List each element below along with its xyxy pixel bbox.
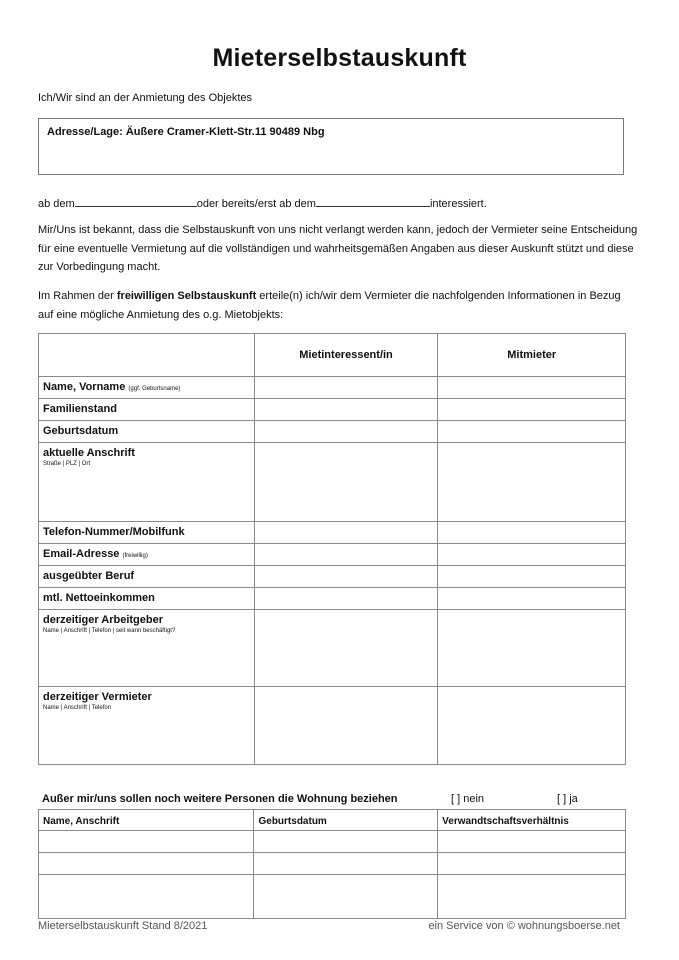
label-note: (ggf. Geburtsname) xyxy=(128,386,181,392)
tenant-birthdate-cell[interactable] xyxy=(254,421,438,443)
address-text: Adresse/Lage: Äußere Cramer-Klett-Str.11 90489 Nbg xyxy=(47,126,325,138)
label-text: aktuelle Anschrift xyxy=(43,447,135,459)
voluntary-pre: Im Rahmen der xyxy=(38,290,117,302)
table-row xyxy=(39,566,626,588)
row-label-phone: Telefon-Nummer/Mobilfunk xyxy=(39,522,255,544)
label-sub: Name | Anschrift | Telefon xyxy=(43,705,112,711)
table-row xyxy=(39,875,626,919)
person-cell[interactable] xyxy=(254,853,438,875)
date-line-start: ab dem xyxy=(38,198,75,210)
tenant-income-cell[interactable] xyxy=(254,588,438,610)
label-text: derzeitiger Vermieter xyxy=(43,691,152,703)
page-title: Mieterselbstauskunft xyxy=(212,44,467,72)
cotenant-landlord-cell[interactable] xyxy=(438,687,626,765)
label-text: derzeitiger Arbeitgeber xyxy=(43,614,164,626)
persons-header-birthdate: Geburtsdatum xyxy=(254,810,438,831)
additional-persons-question: Außer mir/uns sollen noch weitere Personen die Wohnung beziehen xyxy=(42,793,398,805)
table-row xyxy=(39,588,626,610)
table-row xyxy=(39,853,626,875)
cotenant-income-cell[interactable] xyxy=(438,588,626,610)
row-label-job: ausgeübter Beruf xyxy=(39,566,255,588)
person-cell[interactable] xyxy=(438,853,626,875)
address-box[interactable] xyxy=(38,118,624,175)
tenant-address-cell[interactable] xyxy=(254,443,438,522)
table-row xyxy=(39,443,626,522)
table-row xyxy=(39,687,626,765)
label-text: Name, Vorname xyxy=(43,381,126,393)
disclaimer-paragraph: Mir/Uns ist bekannt, dass die Selbstauskunft von uns nicht verlangt werden kann, jedoch der Vermieter seine Entscheidung für eine eventuelle Vermietung auf die vollständigen und wahrheitsgemäßen Angaben aus dieser Auskunft stützt und diese zur Vorbedingung macht. xyxy=(38,224,638,273)
tenant-name-cell[interactable] xyxy=(254,377,438,399)
persons-header-row xyxy=(39,810,626,831)
voluntary-post: erteile(n) ich/wir dem Vermieter die nachfolgenden Informationen in Bezug auf eine mögliche Anmietung des o.g. Mietobjekts: xyxy=(38,290,621,321)
row-label-birthdate: Geburtsdatum xyxy=(39,421,255,443)
persons-header-name: Name, Anschrift xyxy=(39,810,254,831)
date-line-end: interessiert. xyxy=(429,198,487,210)
person-cell[interactable] xyxy=(438,831,626,853)
table-row xyxy=(39,831,626,853)
label-note: (freiwillig) xyxy=(122,553,148,559)
date-line xyxy=(38,196,487,210)
person-cell[interactable] xyxy=(39,831,254,853)
cotenant-job-cell[interactable] xyxy=(438,566,626,588)
footer-left: Mieterselbstauskunft Stand 8/2021 xyxy=(38,920,208,932)
date-line-mid: oder bereits/erst ab dem xyxy=(196,198,316,210)
tenant-employer-cell[interactable] xyxy=(254,610,438,687)
voluntary-bold: freiwilligen Selbstauskunft xyxy=(116,290,257,302)
table-header-row xyxy=(39,334,626,377)
footer-right: ein Service von © wohnungsboerse.net xyxy=(428,920,620,932)
table-row xyxy=(39,377,626,399)
person-cell[interactable] xyxy=(39,853,254,875)
cotenant-email-cell[interactable] xyxy=(438,544,626,566)
header-cotenant: Mitmieter xyxy=(438,334,626,377)
cotenant-address-cell[interactable] xyxy=(438,443,626,522)
row-label-marital: Familienstand xyxy=(39,399,255,421)
table-row xyxy=(39,522,626,544)
cotenant-phone-cell[interactable] xyxy=(438,522,626,544)
persons-header-relation: Verwandtschaftsverhältnis xyxy=(438,810,626,831)
person-cell[interactable] xyxy=(254,831,438,853)
person-cell[interactable] xyxy=(39,875,254,919)
tenant-landlord-cell[interactable] xyxy=(254,687,438,765)
header-tenant: Mietinteressent/in xyxy=(254,334,438,377)
row-label-email xyxy=(39,544,255,566)
table-row xyxy=(39,399,626,421)
row-label-income: mtl. Nettoeinkommen xyxy=(39,588,255,610)
tenant-phone-cell[interactable] xyxy=(254,522,438,544)
cotenant-birthdate-cell[interactable] xyxy=(438,421,626,443)
tenant-marital-cell[interactable] xyxy=(254,399,438,421)
row-label-employer xyxy=(39,610,255,687)
person-cell[interactable] xyxy=(254,875,438,919)
table-row xyxy=(39,544,626,566)
date-blank-2[interactable] xyxy=(316,196,430,207)
date-blank-1[interactable] xyxy=(75,196,197,207)
cotenant-employer-cell[interactable] xyxy=(438,610,626,687)
intro-text: Ich/Wir sind an der Anmietung des Objektes xyxy=(38,92,252,104)
label-sub: Name | Anschrift | Telefon | seit wann beschäftigt? xyxy=(43,628,176,634)
cotenant-marital-cell[interactable] xyxy=(438,399,626,421)
voluntary-paragraph xyxy=(38,287,638,324)
persons-table xyxy=(38,809,626,919)
row-label-landlord xyxy=(39,687,255,765)
option-no-checkbox[interactable]: [ ] nein xyxy=(451,793,485,805)
table-row xyxy=(39,610,626,687)
label-text: Email-Adresse xyxy=(43,548,120,560)
row-label-address xyxy=(39,443,255,522)
table-row xyxy=(39,421,626,443)
header-empty xyxy=(39,334,255,377)
person-cell[interactable] xyxy=(438,875,626,919)
row-label-name xyxy=(39,377,255,399)
option-yes-checkbox[interactable]: [ ] ja xyxy=(557,793,578,805)
info-table xyxy=(38,333,626,765)
tenant-email-cell[interactable] xyxy=(254,544,438,566)
tenant-job-cell[interactable] xyxy=(254,566,438,588)
label-sub: Straße | PLZ | Ort xyxy=(43,461,91,467)
cotenant-name-cell[interactable] xyxy=(438,377,626,399)
